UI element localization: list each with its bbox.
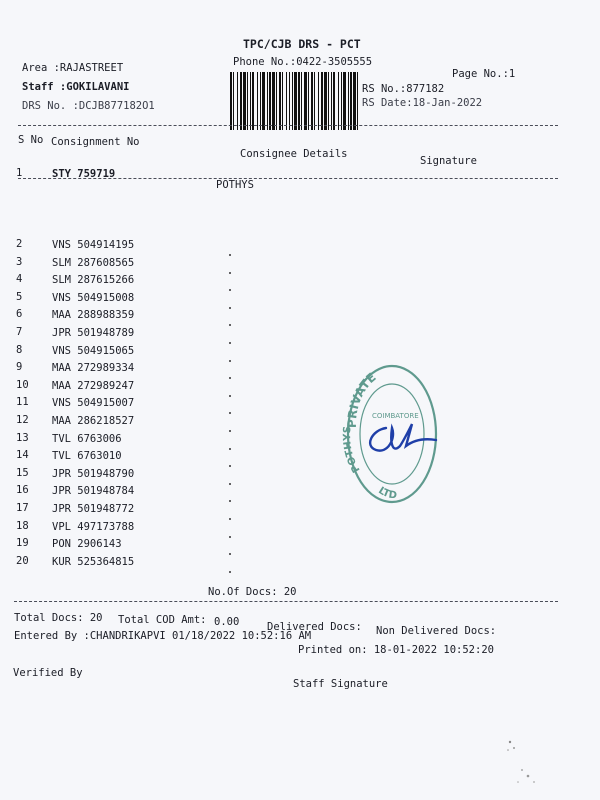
row-serial-number: 15 [16, 466, 29, 479]
row-consignment-number: VPL 497173788 [52, 520, 135, 533]
stamp-text-top: PRIVATE [344, 370, 379, 429]
column-header-consignee: Consignee Details [240, 148, 348, 160]
row-consignment-number: KUR 525364815 [52, 555, 135, 568]
staff-field: Staff :GOKILAVANI [22, 81, 130, 93]
row-consignment-number: STY 759719 [52, 168, 116, 180]
row-consignment-number: MAA 272989247 [52, 379, 135, 392]
company-stamp [342, 342, 442, 508]
row-serial-number: 9 [16, 361, 23, 374]
row-serial-number: 2 [16, 238, 23, 250]
row-serial-number: 1 [16, 167, 23, 179]
row-consignee-placeholder [229, 430, 231, 432]
row-serial-number: 5 [16, 290, 23, 303]
row-consignment-number: SLM 287608565 [52, 256, 135, 269]
total-cod-value: 0.00 [214, 616, 240, 628]
no-of-docs: No.Of Docs: 20 [208, 586, 297, 598]
row-consignment-number: JPR 501948789 [52, 327, 135, 339]
row-serial-number: 19 [16, 537, 29, 550]
row-serial-number: 6 [16, 308, 23, 321]
rs-date: RS Date:18-Jan-2022 [362, 97, 483, 109]
barcode [230, 72, 358, 130]
row-consignee-placeholder [229, 571, 231, 573]
row-consignee-placeholder [229, 289, 231, 291]
row-serial-number: 11 [16, 396, 29, 409]
row-serial-number: 3 [16, 255, 23, 268]
row-consignee-placeholder [229, 272, 231, 274]
row-consignee-name: POTHYS [216, 179, 254, 191]
staff-signature: Staff Signature [293, 678, 388, 690]
page-number: Page No.:1 [452, 68, 516, 80]
footer-divider [14, 601, 558, 602]
row-consignment-number: MAA 288988359 [52, 309, 135, 322]
total-docs: Total Docs: 20 [14, 612, 103, 624]
header-divider-top [18, 125, 558, 126]
row-consignee-placeholder [229, 377, 231, 379]
row-consignment-number: MAA 286218527 [52, 415, 135, 427]
row-serial-number: 13 [16, 431, 29, 444]
area-field: Area :RAJASTREET [22, 62, 124, 74]
column-header-sno: S No [18, 134, 44, 146]
row-consignment-number: MAA 272989334 [52, 362, 135, 375]
row-consignment-number: VNS 504915065 [52, 344, 135, 357]
row-consignment-number: SLM 287615266 [52, 274, 135, 287]
row-serial-number: 17 [16, 502, 29, 514]
total-cod-label: Total COD Amt: [118, 614, 207, 626]
verified-by: Verified By [13, 667, 83, 679]
row-serial-number: 14 [16, 449, 29, 462]
row-consignment-number: JPR 501948790 [52, 467, 135, 480]
row-serial-number: 10 [16, 378, 29, 391]
row-consignee-placeholder [229, 324, 231, 326]
row-consignee-placeholder [229, 342, 231, 344]
phone-number: Phone No.:0422-3505555 [233, 56, 373, 68]
row-consignee-placeholder [229, 395, 231, 397]
row-consignment-number: TVL 6763010 [52, 450, 122, 463]
delivered-docs: Delivered Docs: [267, 621, 362, 633]
stamp-text-bottom: LTD [376, 485, 398, 502]
column-header-signature: Signature [420, 155, 477, 167]
row-consignee-placeholder [229, 500, 231, 502]
document-title: TPC/CJB DRS - PCT [243, 37, 361, 51]
row-consignee-placeholder [229, 360, 231, 362]
row-serial-number: 18 [16, 519, 29, 532]
row-consignment-number: VNS 504915007 [52, 397, 135, 410]
row-consignment-number: JPR 501948784 [52, 485, 135, 498]
row-consignment-number: JPR 501948772 [52, 503, 135, 515]
rs-number: RS No.:877182 [362, 83, 445, 95]
row-serial-number: 12 [16, 414, 29, 426]
stamp-text-side: POTHYS [342, 425, 363, 475]
row-consignee-placeholder [229, 254, 231, 256]
row-consignee-placeholder [229, 483, 231, 485]
row-consignment-number: TVL 6763006 [52, 432, 122, 445]
handwritten-signature [370, 424, 436, 451]
row-consignee-placeholder [229, 412, 231, 414]
row-serial-number: 16 [16, 484, 29, 497]
row-serial-number: 4 [16, 273, 23, 286]
stamp-text-center: COIMBATORE [372, 412, 419, 420]
entered-by: Entered By :CHANDRIKAPVI 01/18/2022 10:52:16 AM [14, 630, 312, 642]
scan-noise [470, 730, 550, 790]
row-serial-number: 20 [16, 554, 29, 567]
row-consignee-placeholder [229, 448, 231, 450]
column-header-consignment: Consignment No [51, 136, 140, 148]
drs-number: DRS No. :DCJB877182O1 [22, 100, 155, 112]
row-serial-number: 8 [16, 343, 23, 356]
printed-on: Printed on: 18-01-2022 10:52:20 [298, 644, 494, 656]
row-consignee-placeholder [229, 465, 231, 467]
row-consignee-placeholder [229, 536, 231, 538]
row-consignee-placeholder [229, 307, 231, 309]
row-consignee-placeholder [229, 518, 231, 520]
row-consignment-number: PON 2906143 [52, 538, 122, 551]
row-serial-number: 7 [16, 326, 23, 338]
non-delivered-docs: Non Delivered Docs: [376, 625, 497, 637]
row-consignee-placeholder [229, 553, 231, 555]
row-consignment-number: VNS 504914195 [52, 239, 135, 251]
row-consignment-number: VNS 504915008 [52, 291, 135, 304]
